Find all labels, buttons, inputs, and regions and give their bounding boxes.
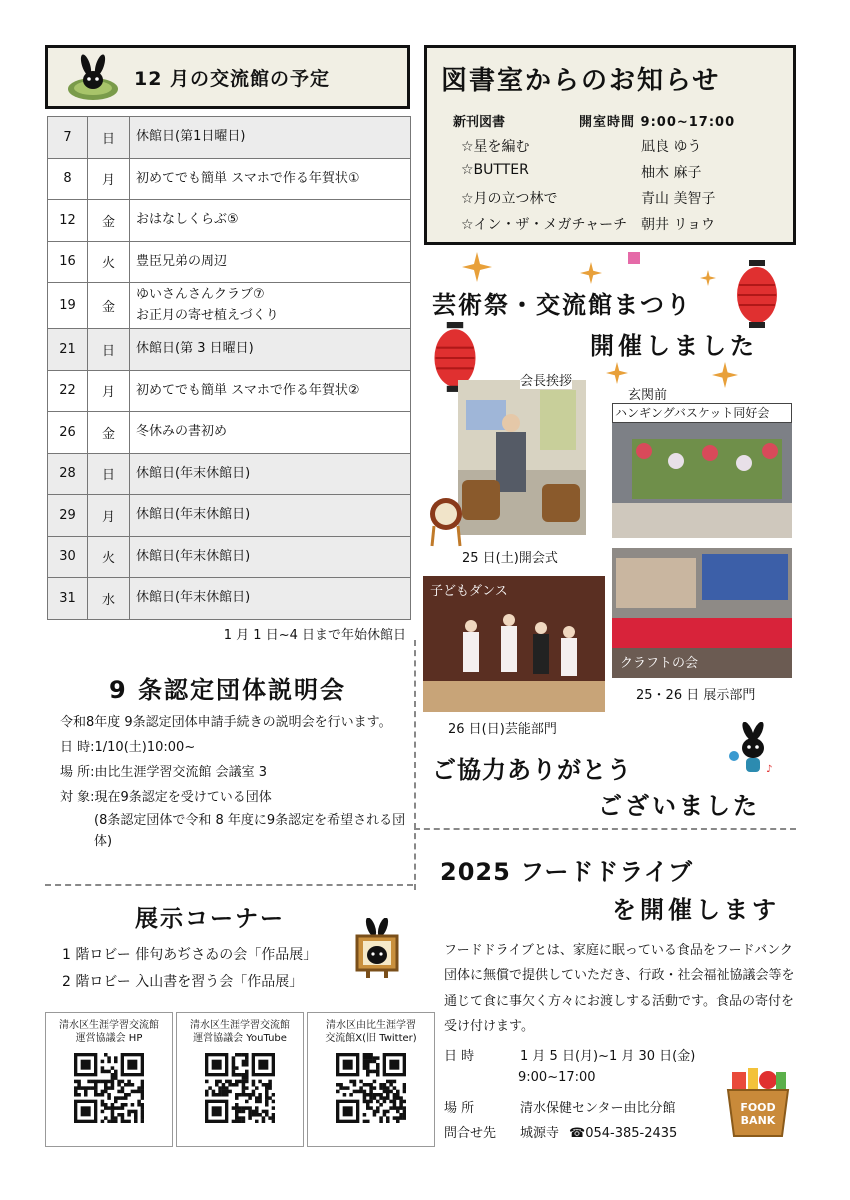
day-cell: 12 <box>48 200 88 242</box>
sparkle-icon <box>580 262 602 284</box>
qr-label <box>46 1013 172 1045</box>
qr-code-icon[interactable] <box>336 1053 406 1123</box>
event-cell <box>130 283 411 329</box>
photo-sign: ハンギングバスケット同好会 <box>612 403 792 423</box>
weekday-cell: 日 <box>88 453 130 495</box>
photo-label: 子どもダンス <box>430 584 508 599</box>
phone-icon: ☎ <box>569 1126 586 1141</box>
divider <box>45 884 413 886</box>
event-line: お正月の寄せ植えづくり <box>136 307 279 323</box>
contact-label: 問合せ先 <box>444 1126 497 1141</box>
food-bank-logo <box>726 1066 790 1138</box>
dancing-bunny-icon <box>728 722 776 778</box>
sparkle-icon <box>712 362 738 388</box>
table-row <box>48 453 411 495</box>
event-cell: おはなしくらぶ⑤ <box>130 200 411 242</box>
article9-target: 対 象:現在9条認定を受けている団体 <box>60 790 272 806</box>
food-bank-logo-text <box>726 1102 790 1127</box>
event-line: ゆいさんさんクラブ⑦ <box>136 287 265 303</box>
qr-box-hp[interactable] <box>45 1012 173 1147</box>
divider <box>414 640 416 890</box>
day-cell: 21 <box>48 329 88 371</box>
weekday-cell: 金 <box>88 200 130 242</box>
day-cell: 19 <box>48 283 88 329</box>
thanks-text-2: ございました <box>598 792 760 820</box>
event-cell: 初めてでも簡単 スマホで作る年賀状② <box>130 370 411 412</box>
event-cell: 冬休みの書初め <box>130 412 411 454</box>
food-drive-date <box>444 1045 695 1064</box>
article9-body <box>60 712 410 852</box>
date-label: 日 時 <box>444 1049 475 1064</box>
festival-title: 芸術祭・交流館まつり <box>432 291 692 319</box>
book-title: ☆星を編む <box>461 139 530 155</box>
contact-name: 城源寺 <box>520 1126 560 1141</box>
weekday-cell: 金 <box>88 412 130 454</box>
day-cell: 29 <box>48 495 88 537</box>
photo-label: 会長挨拶 <box>520 370 572 389</box>
food-drive-title-2: を開催します <box>612 896 780 924</box>
article9-intro: 令和8年度 9条認定団体申請手続きの説明会を行います。 <box>60 715 392 730</box>
event-cell: 休館日(第 3 日曜日) <box>130 329 411 371</box>
food-drive-title: 2025 フードドライブ <box>440 858 693 886</box>
divider <box>414 828 796 830</box>
schedule-title: 12 月の交流館の予定 <box>134 67 331 90</box>
exhibit-line: 2 階ロビー 入山書を習う会「作品展」 <box>62 973 304 990</box>
place-value: 清水保健センター由比分館 <box>520 1101 676 1116</box>
event-cell: 休館日(年末休館日) <box>130 495 411 537</box>
table-row <box>48 158 411 200</box>
library-title: 図書室からのお知らせ <box>441 66 721 96</box>
logo-text-line: BANK <box>740 1113 776 1127</box>
phone-number[interactable]: 054-385-2435 <box>585 1126 678 1141</box>
day-cell: 30 <box>48 536 88 578</box>
festival-title-2: 開催しました <box>590 332 758 360</box>
table-row <box>48 578 411 620</box>
qr-code-icon[interactable] <box>74 1053 144 1123</box>
bunny-frame-icon <box>352 918 402 980</box>
table-row <box>48 370 411 412</box>
photo-caption: 25・26 日 展示部門 <box>636 688 756 703</box>
day-cell: 26 <box>48 412 88 454</box>
event-cell: 休館日(年末休館日) <box>130 578 411 620</box>
event-cell: 豊臣兄弟の周辺 <box>130 241 411 283</box>
exhibit-list <box>62 942 317 995</box>
thanks-text: ご協力ありがとう <box>432 756 632 784</box>
table-row <box>48 117 411 159</box>
qr-label-line: 清水区由比生涯学習 <box>326 1020 416 1031</box>
table-row <box>48 241 411 283</box>
food-drive-time: 9:00~17:00 <box>518 1070 596 1085</box>
article9-title: 9 条認定団体説明会 <box>108 676 347 704</box>
place-label: 場 所 <box>444 1101 475 1116</box>
event-cell: 初めてでも簡単 スマホで作る年賀状① <box>130 158 411 200</box>
table-row <box>48 412 411 454</box>
qr-label <box>308 1013 434 1045</box>
qr-box-x[interactable] <box>307 1012 435 1147</box>
book-author: 朝井 リョウ <box>641 217 716 233</box>
photo-label: 玄関前 <box>628 388 668 403</box>
table-row <box>48 329 411 371</box>
weekday-cell: 月 <box>88 370 130 412</box>
weekday-cell: 日 <box>88 117 130 159</box>
weekday-cell: 水 <box>88 578 130 620</box>
library-box <box>424 45 796 245</box>
article9-place: 場 所:由比生涯学習交流館 会議室 3 <box>60 765 268 781</box>
article9-target-note: (8条認定団体で令和 8 年度に9条認定を希望される団体) <box>94 812 406 849</box>
table-row <box>48 283 411 329</box>
qr-label <box>177 1013 303 1045</box>
schedule-table <box>47 116 411 620</box>
day-cell: 22 <box>48 370 88 412</box>
exhibit-line: 1 階ロビー 俳句あぢさゐの会「作品展」 <box>62 947 318 963</box>
taiko-drum-icon <box>428 496 464 548</box>
date-value: 1 月 5 日(月)~1 月 30 日(金) <box>520 1049 696 1064</box>
day-cell: 7 <box>48 117 88 159</box>
sparkle-icon <box>606 362 628 384</box>
book-title: ☆BUTTER <box>461 162 529 178</box>
weekday-cell: 火 <box>88 241 130 283</box>
table-row <box>48 200 411 242</box>
svg-text:♪: ♪ <box>766 764 773 775</box>
article9-date: 日 時:1/10(土)10:00~ <box>60 739 196 755</box>
bunny-mascot-icon <box>66 53 120 101</box>
sparkle-icon <box>462 252 492 282</box>
schedule-header <box>45 45 410 109</box>
new-books-label: 新刊図書 <box>453 115 506 130</box>
hanging-basket-photo <box>612 403 792 538</box>
photo-label: クラフトの会 <box>620 656 699 671</box>
exhibit-title: 展示コーナー <box>135 906 285 932</box>
weekday-cell: 火 <box>88 536 130 578</box>
book-author: 青山 美智子 <box>641 191 716 207</box>
qr-box-youtube[interactable] <box>176 1012 304 1147</box>
qr-label-line: 運営協議会 HP <box>75 1033 143 1044</box>
photo-caption: 26 日(日)芸能部門 <box>448 722 557 737</box>
food-drive-body: フードドライブとは、家庭に眠っている食品をフードバンク団体に無償で提供していただき、行政・社会福祉協議会等を通じて食に事欠く方々にお渡しする活動です。食品の寄付を受け付けます。 <box>444 943 795 1035</box>
day-cell: 31 <box>48 578 88 620</box>
weekday-cell: 月 <box>88 158 130 200</box>
day-cell: 16 <box>48 241 88 283</box>
book-author: 凪良 ゆう <box>641 139 702 155</box>
day-cell: 28 <box>48 453 88 495</box>
qr-label-line: 清水区生涯学習交流館 <box>59 1020 159 1031</box>
qr-code-icon[interactable] <box>205 1053 275 1123</box>
weekday-cell: 月 <box>88 495 130 537</box>
qr-label-line: 交流館X(旧 Twitter) <box>325 1033 417 1044</box>
weekday-cell: 日 <box>88 329 130 371</box>
logo-text-line: FOOD <box>740 1101 776 1114</box>
library-hours: 開室時間 9:00~17:00 <box>579 115 736 130</box>
event-cell: 休館日(年末休館日) <box>130 536 411 578</box>
food-drive-contact <box>444 1122 677 1141</box>
event-cell: 休館日(年末休館日) <box>130 453 411 495</box>
table-row <box>48 495 411 537</box>
lantern-icon <box>735 260 779 330</box>
food-drive-place <box>444 1097 675 1116</box>
qr-label-line: 運営協議会 YouTube <box>193 1033 287 1044</box>
day-cell: 8 <box>48 158 88 200</box>
qr-label-line: 清水区生涯学習交流館 <box>190 1020 290 1031</box>
table-row <box>48 536 411 578</box>
new-year-closure-note: 1 月 1 日~4 日まで年始休館日 <box>223 628 406 643</box>
book-title: ☆イン・ザ・メガチャーチ <box>461 217 628 233</box>
weekday-cell: 金 <box>88 283 130 329</box>
book-author: 柚木 麻子 <box>641 165 702 181</box>
photo-caption: 25 日(土)開会式 <box>462 551 558 566</box>
sparkle-icon <box>624 248 644 268</box>
book-title: ☆月の立つ林で <box>461 191 558 207</box>
event-cell: 休館日(第1日曜日) <box>130 117 411 159</box>
sparkle-icon <box>700 270 716 286</box>
opening-ceremony-photo <box>458 380 586 535</box>
